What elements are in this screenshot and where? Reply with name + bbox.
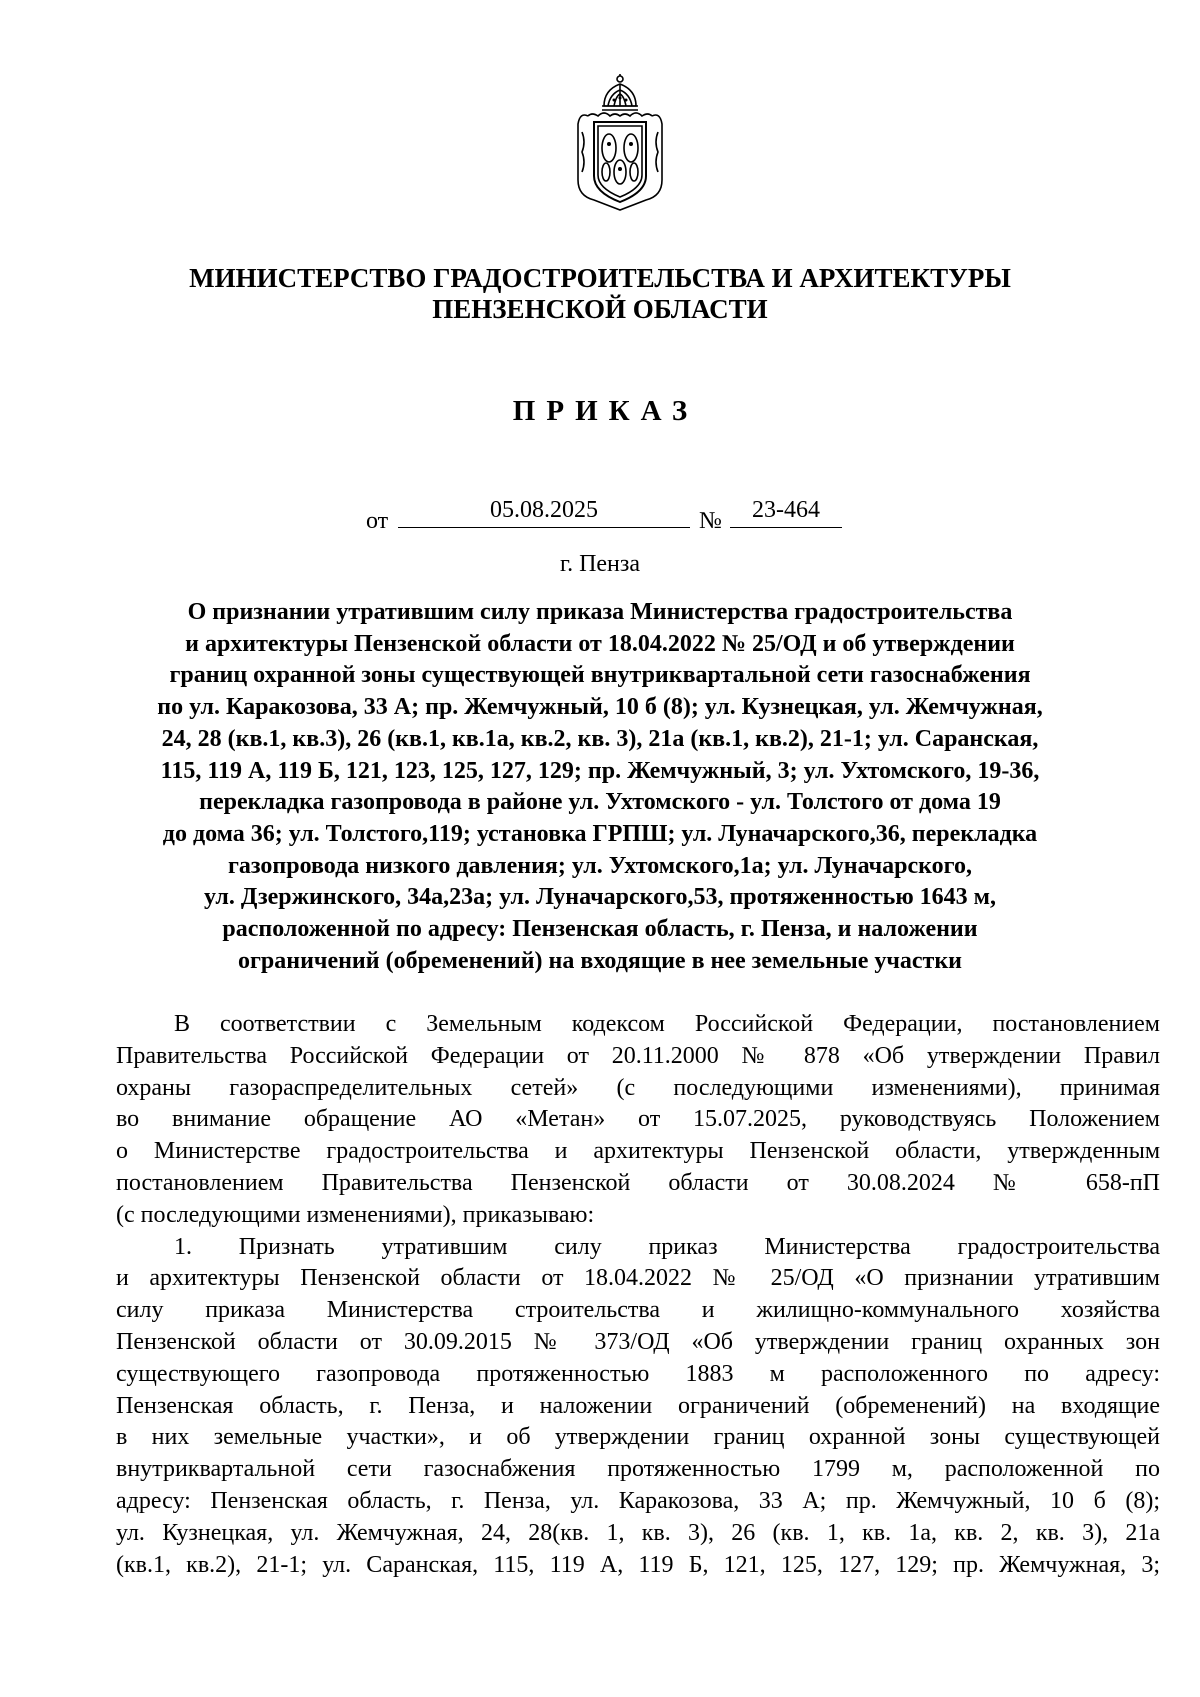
coat-of-arms-emblem: [570, 72, 670, 214]
body-line: во внимание обращение АО «Метан» от 15.07.2025, руководствуясь Положением: [116, 1106, 1160, 1133]
body-line: охраны газораспределительных сетей» (с последующими изменениями), принимая: [116, 1074, 1160, 1101]
subject-line: О признании утратившим силу приказа Министерства градостроительства: [187, 599, 1013, 625]
body-line: и архитектуры Пензенской области от 18.04.2022 № 25/ОД «О признании утратившим: [116, 1265, 1160, 1292]
subject-line: по ул. Каракозова, 33 А; пр. Жемчужный, 10 б (8); ул. Кузнецкая, ул. Жемчужная,: [157, 694, 1043, 721]
order-subject: [0, 597, 1200, 977]
city-name: г. Пенза: [559, 551, 641, 577]
body-line: (кв.1, кв.2), 21-1; ул. Саранская, 115, 119 А, 119 Б, 121, 125, 127, 129; пр. Жемчужная, 3;: [116, 1551, 1160, 1578]
subject-line: 115, 119 А, 119 Б, 121, 123, 125, 127, 129; пр. Жемчужный, 3; ул. Ухтомского, 19-36,: [160, 757, 1040, 784]
body-line: внутриквартальной сети газоснабжения протяженностью 1799 м, расположенной по: [116, 1456, 1160, 1483]
ministry-name-line1: МИНИСТЕРСТВО ГРАДОСТРОИТЕЛЬСТВА И АРХИТЕКТУРЫ: [189, 263, 1011, 293]
body-line: Правительства Российской Федерации от 20.11.2000 № 878 «Об утверждении Правил: [116, 1042, 1160, 1069]
body-line: о Министерстве градостроительства и архитектуры Пензенской области, утвержденным: [116, 1138, 1160, 1165]
body-line: ул. Кузнецкая, ул. Жемчужная, 24, 28(кв. 1, кв. 3), 26 (кв. 1, кв. 1а, кв. 2, кв. 3), 21а: [116, 1519, 1160, 1546]
body-line: силу приказа Министерства строительства и жилищно-коммунального хозяйства: [116, 1297, 1160, 1324]
order-date: 05.08.2025: [398, 495, 690, 528]
subject-line: границ охранной зоны существующей внутриквартальной сети газоснабжения: [169, 662, 1031, 689]
body-line: существующего газопровода протяженностью 1883 м расположенного по адресу:: [116, 1360, 1160, 1387]
body-line: 1. Признать утратившим силу приказ Министерства градостроительства: [174, 1233, 1160, 1260]
body-line: В соответствии с Земельным кодексом Российской Федерации, постановлением: [174, 1011, 1160, 1037]
body-line: Пензенской области от 30.09.2015 № 373/ОД «Об утверждении границ охранных зон: [116, 1328, 1160, 1355]
body-line: в них земельные участки», и об утверждении границ охранной зоны существующей: [116, 1424, 1160, 1451]
subject-line: и архитектуры Пензенской области от 18.04.2022 № 25/ОД и об утверждении: [185, 630, 1015, 657]
date-label: от: [366, 508, 389, 534]
subject-line: 24, 28 (кв.1, кв.3), 26 (кв.1, кв.1а, кв.2, кв. 3), 21а (кв.1, кв.2), 21-1; ул. Саранская,: [161, 725, 1039, 752]
number-label: №: [699, 508, 722, 534]
subject-line: до дома 36; ул. Толстого,119; установка ГРПШ; ул. Луначарского,36, перекладка: [162, 820, 1038, 847]
body-line: постановлением Правительства Пензенской области от 30.08.2024 № 658-пП: [116, 1169, 1160, 1196]
ministry-name-line2: ПЕНЗЕНСКОЙ ОБЛАСТИ: [432, 294, 768, 324]
body-line: (с последующими изменениями), приказываю:: [116, 1201, 595, 1228]
subject-line: ограничений (обременений) на входящие в нее земельные участки: [238, 947, 962, 974]
order-body: [116, 1009, 1160, 1581]
subject-line: ул. Дзержинского, 34а,23а; ул. Луначарского,53, протяженностью 1643 м,: [203, 884, 997, 911]
subject-line: расположенной по адресу: Пензенская область, г. Пенза, и наложении: [222, 916, 978, 943]
subject-line: перекладка газопровода в районе ул. Ухтомского - ул. Толстого от дома 19: [199, 789, 1001, 816]
order-number: 23-464: [730, 495, 842, 528]
order-title: ПРИКАЗ: [512, 395, 699, 427]
body-line: Пензенская область, г. Пенза, и наложении ограничений (обременений) на входящие: [116, 1392, 1160, 1419]
body-line: адресу: Пензенская область, г. Пенза, ул. Каракозова, 33 А; пр. Жемчужный, 10 б (8);: [116, 1487, 1160, 1514]
subject-line: газопровода низкого давления; ул. Ухтомского,1а; ул. Луначарского,: [228, 852, 972, 879]
